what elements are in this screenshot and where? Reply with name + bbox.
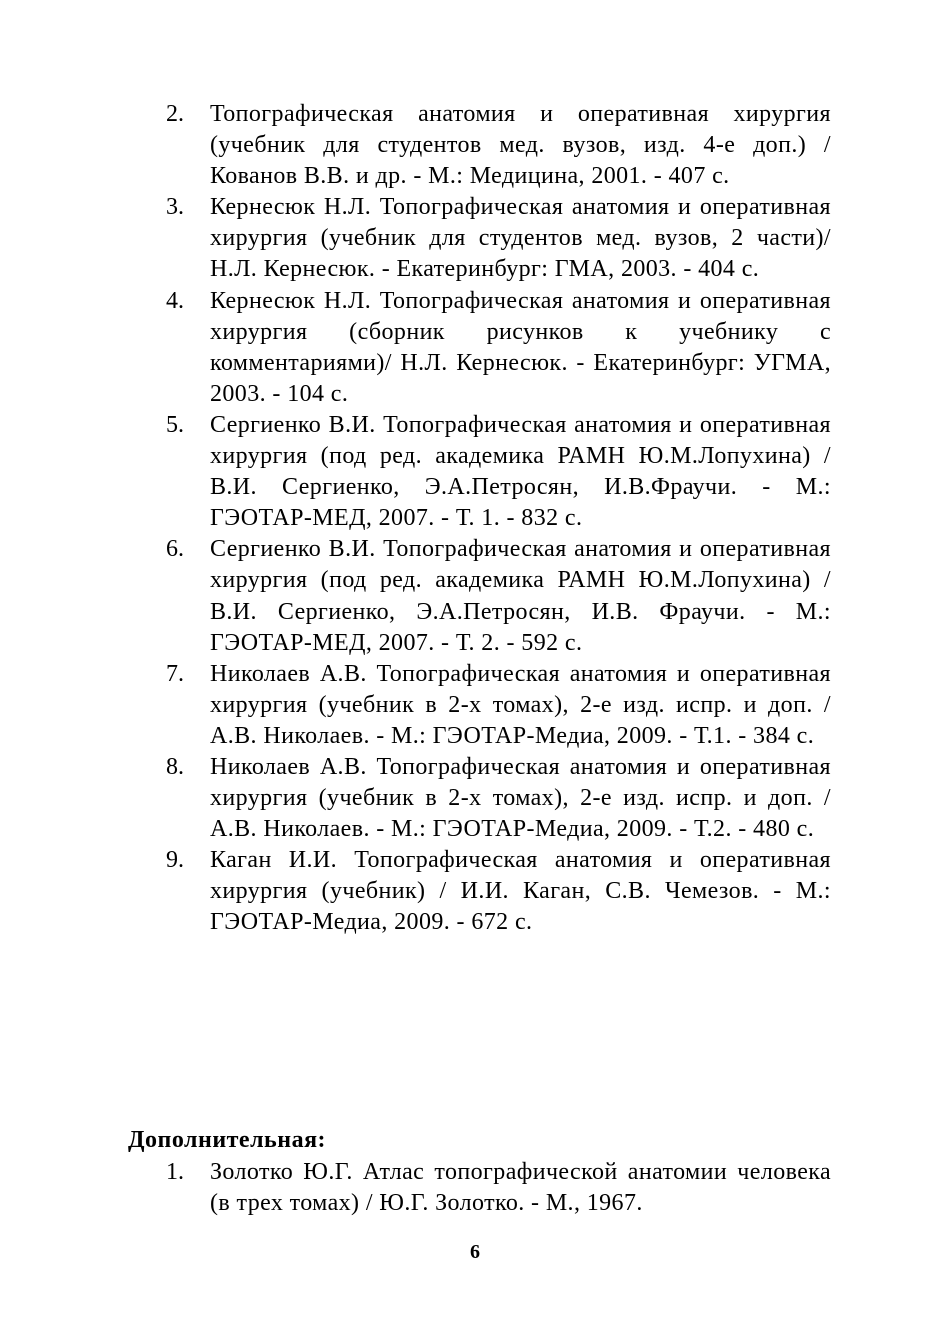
reference-text: Золотко Ю.Г. Атлас топографической анатомии человека (в трех томах) / Ю.Г. Золотко. - М., 1967. bbox=[210, 1159, 831, 1217]
reference-text: Каган И.И. Топографическая анатомия и оперативная хирургия (учебник) / И.И. Каган, С.В. Чемезов. - М.: ГЭОТАР-Медиа, 2009. - 672 с. bbox=[210, 847, 831, 936]
reference-number: 5. bbox=[166, 411, 184, 438]
reference-number: 9. bbox=[166, 847, 184, 874]
reference-number: 6. bbox=[166, 536, 184, 563]
reference-number: 7. bbox=[166, 660, 184, 687]
reference-number: 2. bbox=[166, 101, 184, 127]
reference-text: Сергиенко В.И. Топографическая анатомия и оперативная хирургия (под ред. академика РАМН Ю.М.Лопухина) / В.И. Сергиенко, Э.А.Петросян, И.В.Фраучи. - М.: ГЭОТАР-МЕД, 2007. - Т. 1. - 832 с. bbox=[210, 411, 831, 532]
reference-text: Николаев А.В. Топографическая анатомия и оперативная хирургия (учебник в 2-х томах), 2-е изд. испр. и доп. / А.В. Николаев. - М.: ГЭОТАР-Медиа, 2009. - Т.1. - 384 с. bbox=[210, 660, 831, 749]
reference-text: Кернесюк Н.Л. Топографическая анатомия и оперативная хирургия (учебник для студентов мед. вузов, 2 части)/ Н.Л. Кернесюк. - Екатеринбург: ГМА, 2003. - 404 с. bbox=[210, 194, 831, 283]
main-reference-list bbox=[166, 99, 831, 939]
additional-section-heading: Дополнительная: bbox=[128, 1127, 327, 1153]
reference-item bbox=[166, 99, 831, 192]
reference-text: Николаев А.В. Топографическая анатомия и оперативная хирургия (учебник в 2-х томах), 2-е изд. испр. и доп. / А.В. Николаев. - М.: ГЭОТАР-Медиа, 2009. - Т.2. - 480 с. bbox=[210, 753, 831, 843]
additional-reference-list bbox=[166, 1157, 831, 1219]
reference-text: Кернесюк Н.Л. Топографическая анатомия и оперативная хирургия (сборник рисунков к учебнику с комментариями)/ Н.Л. Кернесюк. - Екатеринбург: УГМА, 2003. - 104 с. bbox=[210, 287, 831, 407]
reference-number: 8. bbox=[166, 753, 184, 780]
reference-text: Сергиенко В.И. Топографическая анатомия и оперативная хирургия (под ред. академика РАМН Ю.М.Лопухина) / В.И. Сергиенко, Э.А.Петросян, И.В. Фраучи. - М.: ГЭОТАР-МЕД, 2007. - Т. 2. - 592 с. bbox=[210, 536, 831, 656]
reference-text: Топографическая анатомия и оперативная хирургия (учебник для студентов мед. вузов, изд. 4-е доп.) / Кованов В.В. и др. - М.: Медицина, 2001. - 407 с. bbox=[210, 101, 831, 190]
reference-item bbox=[166, 534, 831, 658]
page-number: 6 bbox=[470, 1241, 480, 1263]
reference-item bbox=[166, 192, 831, 285]
reference-number: 4. bbox=[166, 287, 184, 314]
reference-item bbox=[166, 752, 831, 845]
additional-reference-item bbox=[166, 1157, 831, 1219]
reference-item bbox=[166, 845, 831, 938]
reference-number: 3. bbox=[166, 194, 184, 221]
reference-item bbox=[166, 286, 831, 410]
reference-number: 1. bbox=[166, 1159, 184, 1185]
reference-item bbox=[166, 659, 831, 752]
reference-item bbox=[166, 410, 831, 534]
